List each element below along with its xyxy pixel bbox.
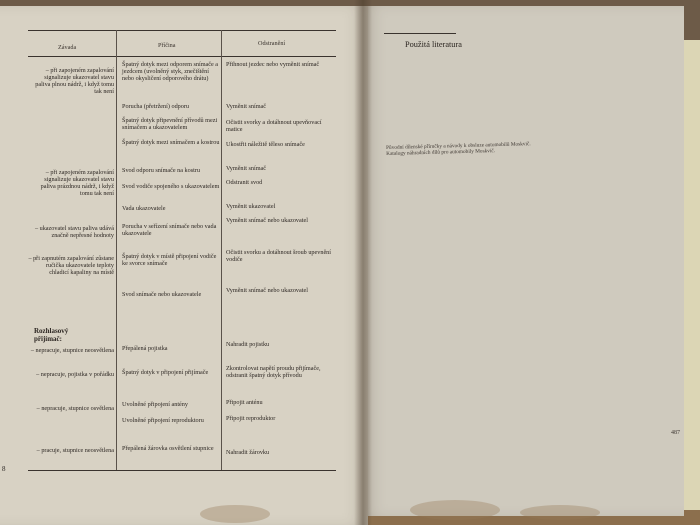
literature-item: Katalogy náhradních dílů pro automobily Moskvič. [386, 148, 496, 158]
literature-item: Původní dílenské příručky a návody k obsluze automobilů Moskvič. [386, 141, 531, 151]
fault-cell: – při zapojeném zapalování signalizuje ukazovatel stavu paliva plnou nádrž, i když tomu tak není [28, 68, 114, 96]
page-stain [200, 505, 270, 523]
page-number-left: 8 [2, 465, 6, 473]
page-stain [410, 500, 500, 520]
cause-cell: Svod vodiče spojeného s ukazovatelem [122, 183, 220, 190]
remedy-cell: Přihnout jezdec nebo vyměnit snímač [226, 61, 320, 68]
fault-cell: – při zapojeném zapalování signalizuje ukazovatel stavu paliva prázdnou nádrž, i když tomu tak není [28, 170, 114, 198]
cause-cell: Špatný dotyk připevnění přívodů mezi snímačem a ukazovatelem [122, 117, 218, 131]
remedy-cell: Vyměnit snímač nebo ukazovatel [226, 217, 308, 224]
section-title: Rozhlasový přijímač: [34, 327, 69, 343]
remedy-cell: Připojit anténu [226, 399, 263, 406]
page-stain [520, 505, 600, 520]
right-page [362, 6, 684, 516]
book-gutter [354, 0, 372, 525]
remedy-cell: Očistit svorky a dotáhnout upevňovací matice [226, 119, 322, 133]
remedy-cell: Vyměnit snímač [226, 103, 267, 110]
cause-cell: Špatný dotyk mezi snímačem a kostrou [122, 139, 220, 146]
literature-heading: Použitá literatura [405, 40, 462, 49]
remedy-cell: Vyměnit snímač nebo ukazovatel [226, 287, 308, 294]
cause-cell: Špatný dotyk v místě připojení vodiče ke svorce snímače [122, 253, 217, 267]
remedy-cell: Vyměnit snímač [226, 165, 267, 172]
cause-cell: Svod snímače nebo ukazovatele [122, 291, 202, 298]
column-header-cause: Příčina [158, 42, 176, 49]
cause-cell: Svod odporu snímače na kostru [122, 167, 201, 174]
fault-cell: – nepracuje, pojistka v pořádku [28, 372, 114, 379]
remedy-cell: Ukostřit náležitě těleso snímače [226, 141, 305, 148]
cause-cell: Uvolněné připojení antény [122, 401, 188, 408]
cause-cell: Přepálená pojistka [122, 345, 168, 352]
column-header-remedy: Odstranění [258, 40, 286, 47]
fault-cell: – při zapnutém zapalování zůstane ručička ukazovatele teploty chladicí kapaliny na místě [28, 256, 114, 277]
cause-cell: Porucha (přetržení) odporu [122, 103, 190, 110]
cause-cell: Vada ukazovatele [122, 205, 166, 212]
remedy-cell: Nahradit žárovku [226, 449, 270, 456]
table-header-rule [28, 56, 336, 57]
fault-cell: – pracuje, stupnice neosvětlena [28, 448, 114, 455]
table-bottom-rule [28, 470, 336, 471]
cause-cell: Uvolněné připojení reproduktoru [122, 417, 204, 424]
table-top-rule [28, 30, 336, 31]
cause-cell: Špatný dotyk v připojení přijímače [122, 369, 209, 376]
remedy-cell: Připojit reproduktor [226, 415, 276, 422]
remedy-cell: Zkontrolovat napětí proudu přijímače, odstranit špatný dotyk přívodu [226, 365, 321, 379]
remedy-cell: Odstranit svod [226, 179, 263, 186]
fault-cell: – ukazovatel stavu paliva udává značně nepřesné hodnoty [28, 226, 114, 240]
column-header-fault: Závada [58, 44, 77, 51]
cause-cell: Špatný dotyk mezi odporem snímače a jezdcem (uvolněný styk, znečištění nebo okysličení odporového drátu) [122, 61, 219, 82]
remedy-cell: Vyměnit ukazovatel [226, 203, 276, 210]
page-number-right: 487 [671, 430, 680, 436]
heading-rule [384, 33, 456, 34]
fault-cell: – nepracuje, stupnice neosvětlena [28, 348, 114, 355]
cause-cell: Porucha v seřízení snímače nebo vada ukazovatele [122, 223, 217, 237]
fault-cell: – nepracuje, stupnice osvětlena [28, 406, 114, 413]
column-divider [116, 30, 117, 470]
remedy-cell: Nahradit pojistku [226, 341, 270, 348]
cause-cell: Přepálená žárovka osvětlení stupnice [122, 445, 214, 452]
remedy-cell: Očistit svorku a dotáhnout šroub upevnění vodiče [226, 249, 332, 263]
